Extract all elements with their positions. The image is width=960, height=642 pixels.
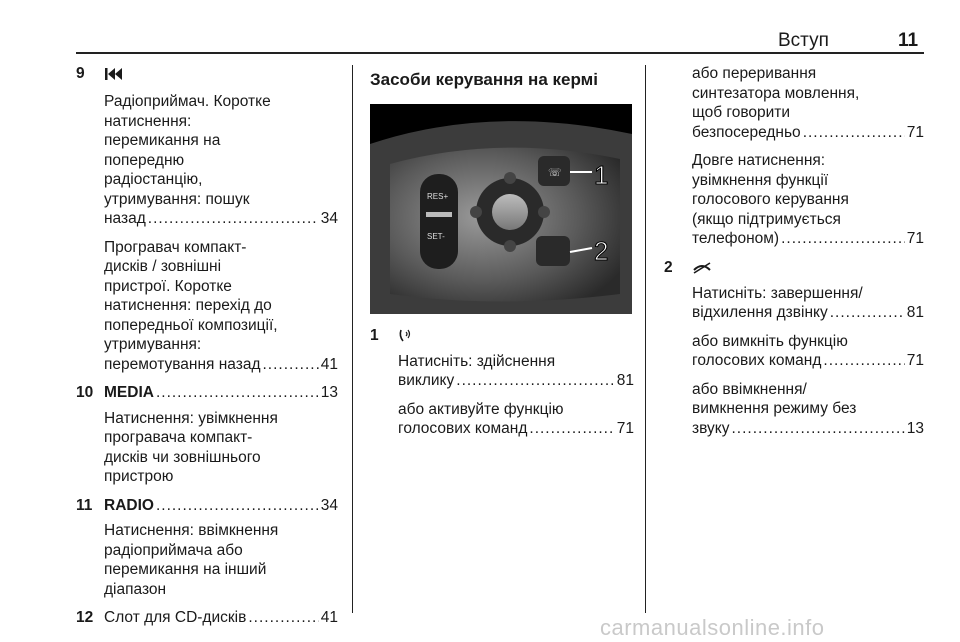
paragraph-cd-player: Програвач компакт- дисків / зовнішні пристрої. Коротке натиснення: перехід до попередньої композиції, утримування: перемотування назад ..... 41 [104, 238, 338, 375]
page-ref: виклику ..... 81 [398, 371, 634, 391]
page-ref: відхилення дзвінку ..... 81 [692, 303, 924, 323]
page-ref: RADIO ..... 34 [104, 496, 338, 516]
item-number: 9 [76, 65, 85, 82]
item-2: 2 Натисніть: завершення/ відхилення дзвінку ..... 81 або вимкніть функцію голосових команд ..... 71 або ввімкнення/ вимкнення режиму без звуку ..... 13 [664, 258, 924, 439]
page-ref: голосових команд ..... 71 [398, 419, 634, 439]
section-title: Засоби керування на кермі [370, 70, 598, 89]
voice-call-icon [398, 328, 412, 344]
res-plus-button: RES+ [427, 191, 449, 201]
column-divider-2 [645, 65, 646, 613]
steering-wheel-figure [370, 104, 632, 314]
item-12: 12 Слот для CD-дисків ..... 41 [76, 608, 338, 628]
page-ref: телефоном) ..... 71 [692, 229, 924, 249]
page-ref: назад ..... 34 [104, 209, 338, 229]
page-number: 11 [898, 30, 919, 51]
page-ref: MEDIA ..... 13 [104, 383, 338, 403]
item-1: 1 Натисніть: здійснення виклику ..... 81 або активуйте функцію голосових команд ..... 71 [370, 326, 634, 439]
middle-column [370, 64, 634, 448]
paragraph-radio: Радіоприймач. Коротке натиснення: перемикання на попередню радіостанцію, утримування: пошук назад ..... 34 [104, 92, 338, 229]
item-9 [76, 64, 338, 374]
header-divider [76, 52, 924, 54]
left-column [76, 64, 338, 628]
hang-up-icon [692, 261, 712, 275]
media-label: MEDIA [104, 384, 154, 401]
skip-back-icon [104, 67, 124, 81]
svg-text:☏: ☏ [548, 165, 562, 179]
watermark: carmanualsonline.info [600, 615, 825, 640]
page-ref: Слот для CD-дисків ..... 41 [104, 608, 338, 628]
page-ref: звуку ..... 13 [692, 419, 924, 439]
item-1-continued: або переривання синтезатора мовлення, щоб говорити безпосередньо ..... 71 Довге натиснення: увімкнення функції голосового керування (якщо підтримується телефоном) ..... 71 [664, 64, 924, 249]
page-ref: перемотування назад ..... 41 [104, 355, 338, 375]
callout-2: 2 [594, 235, 609, 266]
set-minus-button: SET- [427, 231, 445, 241]
header-title: Вступ [778, 30, 829, 51]
radio-label: RADIO [104, 496, 154, 514]
item-10: 10 MEDIA ..... 13 Натиснення: увімкнення програвача компакт- дисків чи зовнішнього пристрою [76, 383, 338, 487]
callout-1: 1 [594, 159, 609, 190]
right-column [664, 64, 924, 447]
column-divider-1 [352, 65, 353, 613]
page-ref: голосових команд ..... 71 [692, 351, 924, 371]
page-ref: безпосередньо ..... 71 [692, 123, 924, 143]
item-11: 11 RADIO ..... 34 Натиснення: ввімкнення радіоприймача або перемикання на інший діапазон [76, 496, 338, 600]
